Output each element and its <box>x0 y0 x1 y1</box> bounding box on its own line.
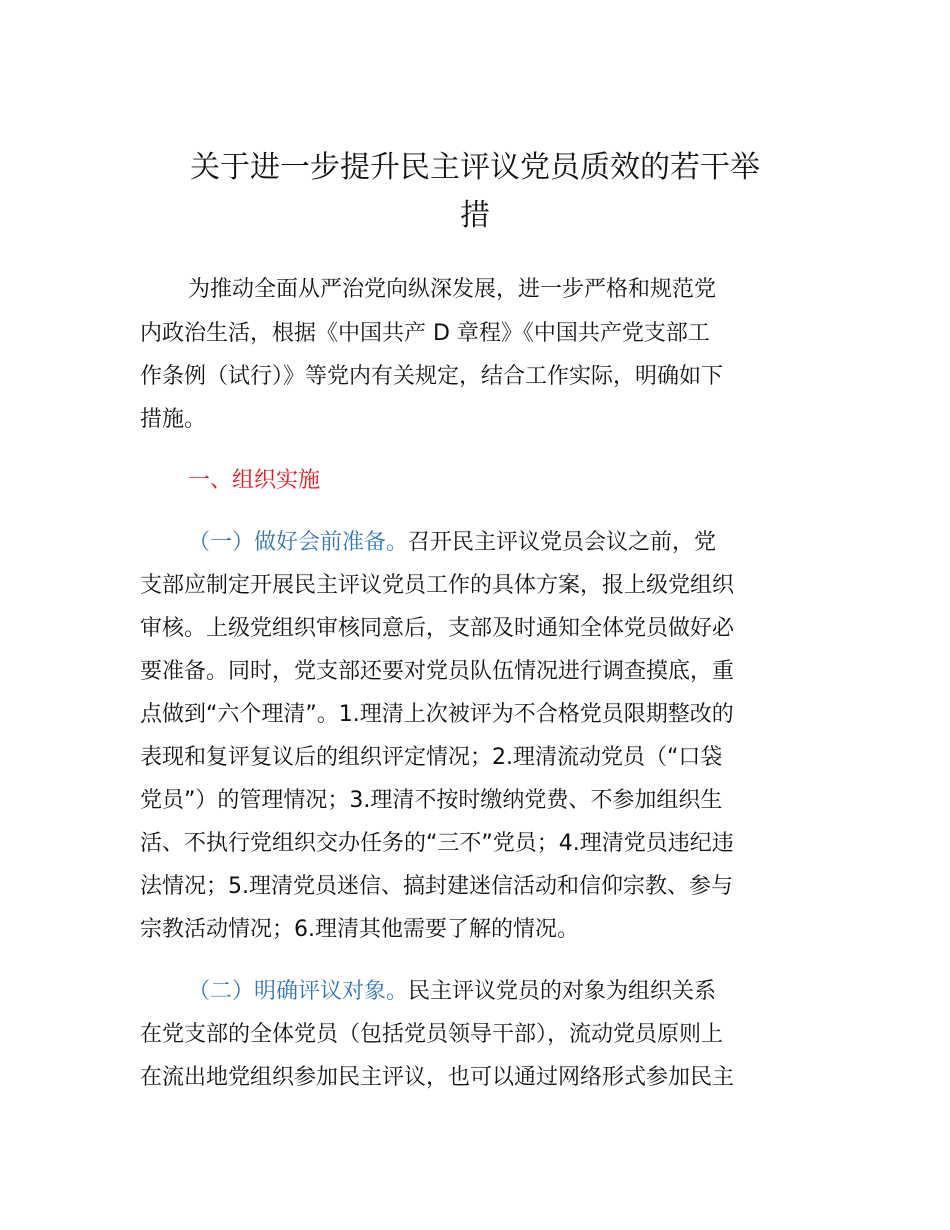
subsection-1-line: 支部应制定开展民主评议党员工作的具体方案，报上级党组织 <box>140 573 735 598</box>
title-line-2: 措 <box>460 198 490 233</box>
subsection-2-first-line-text: 民主评议党员的对象为组织关系 <box>408 979 717 1004</box>
intro-line-3: 作条例（试行）》等党内有关规定，结合工作实际，明确如下 <box>140 364 724 389</box>
subsection-1-first-line <box>188 528 716 558</box>
section-heading: 一、组织实施 <box>188 468 321 493</box>
subsection-2-heading: （二）明确评议对象。 <box>188 979 409 1004</box>
title-line-1: 关于进一步提升民主评议党员质效的若干举 <box>190 150 760 185</box>
subsection-1-line: 活、不执行党组织交办任务的“三不”党员；4.理清党员违纪违 <box>140 831 734 856</box>
document-title <box>140 144 810 240</box>
subsection-1-line: 表现和复评复议后的组织评定情况；2.理清流动党员（“口袋 <box>140 745 723 770</box>
subsection-1-line: 宗教活动情况；6.理清其他需要了解的情况。 <box>140 917 579 942</box>
subsection-2-line: 在党支部的全体党员（包括党员领导干部），流动党员原则上 <box>140 1022 724 1047</box>
subsection-1-line: 要准备。同时，党支部还要对党员队伍情况进行调查摸底，重 <box>140 659 735 684</box>
intro-line-4: 措施。 <box>140 407 207 432</box>
subsection-1-first-line-text: 召开民主评议党员会议之前，党 <box>408 530 717 555</box>
subsection-1-line: 审核。上级党组织审核同意后，支部及时通知全体党员做好必 <box>140 616 735 641</box>
subsection-2-line: 在流出地党组织参加民主评议，也可以通过网络形式参加民主 <box>140 1065 735 1090</box>
intro-line-2: 内政治生活，根据《中国共产 D 章程》《中国共产党支部工 <box>140 321 710 346</box>
subsection-1-heading: （一）做好会前准备。 <box>188 530 409 555</box>
subsection-1-line: 党员”）的管理情况；3.理清不按时缴纳党费、不参加组织生 <box>140 788 723 813</box>
subsection-1-line: 点做到“六个理清”。1.理清上次被评为不合格党员限期整改的 <box>140 702 734 727</box>
intro-line-1: 为推动全面从严治党向纵深发展，进一步严格和规范党 <box>188 277 717 302</box>
subsection-2-first-line <box>188 977 716 1007</box>
subsection-1-line: 法情况；5.理清党员迷信、搞封建迷信活动和信仰宗教、参与 <box>140 874 733 899</box>
